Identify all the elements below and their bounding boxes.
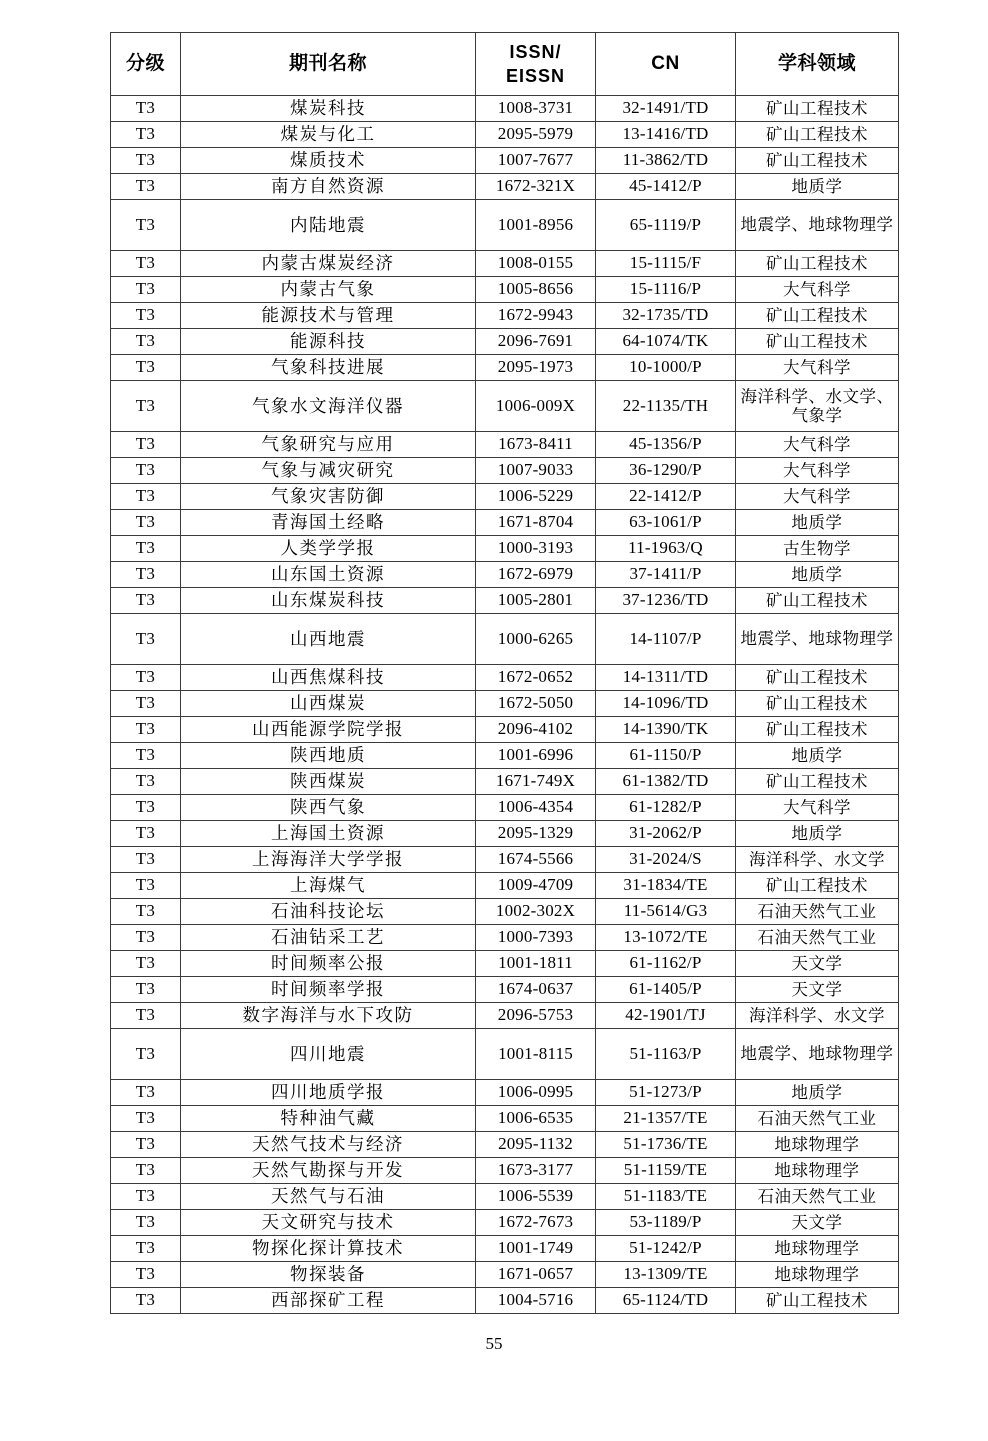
journal-table-container bbox=[110, 32, 898, 1314]
cell-field: 地质学 bbox=[736, 1080, 899, 1106]
column-header-issn-line2: EISSN bbox=[505, 66, 566, 86]
cell-cn: 11-1963/Q bbox=[596, 536, 736, 562]
cell-journal-name: 四川地质学报 bbox=[181, 1080, 476, 1106]
cell-issn: 2095-1973 bbox=[476, 355, 596, 381]
table-row bbox=[111, 977, 899, 1003]
table-row bbox=[111, 925, 899, 951]
cell-issn: 2096-5753 bbox=[476, 1003, 596, 1029]
cell-field: 古生物学 bbox=[736, 536, 899, 562]
cell-issn: 1004-5716 bbox=[476, 1288, 596, 1314]
cell-cn: 61-1382/TD bbox=[596, 769, 736, 795]
table-row bbox=[111, 821, 899, 847]
table-row bbox=[111, 1080, 899, 1106]
cell-cn: 53-1189/P bbox=[596, 1210, 736, 1236]
cell-cn: 32-1735/TD bbox=[596, 303, 736, 329]
cell-field: 地质学 bbox=[736, 562, 899, 588]
cell-cn: 61-1282/P bbox=[596, 795, 736, 821]
cell-issn: 1674-5566 bbox=[476, 847, 596, 873]
cell-cn: 45-1412/P bbox=[596, 174, 736, 200]
cell-grade: T3 bbox=[111, 1210, 181, 1236]
cell-grade: T3 bbox=[111, 588, 181, 614]
cell-journal-name: 陕西地质 bbox=[181, 743, 476, 769]
table-row bbox=[111, 717, 899, 743]
cell-grade: T3 bbox=[111, 873, 181, 899]
table-body bbox=[111, 96, 899, 1314]
cell-grade: T3 bbox=[111, 536, 181, 562]
cell-cn: 31-2024/S bbox=[596, 847, 736, 873]
table-row bbox=[111, 1003, 899, 1029]
table-row bbox=[111, 277, 899, 303]
cell-journal-name: 石油科技论坛 bbox=[181, 899, 476, 925]
cell-journal-name: 四川地震 bbox=[181, 1029, 476, 1080]
cell-journal-name: 能源技术与管理 bbox=[181, 303, 476, 329]
cell-grade: T3 bbox=[111, 925, 181, 951]
cell-cn: 37-1411/P bbox=[596, 562, 736, 588]
table-row bbox=[111, 122, 899, 148]
cell-issn: 1001-8956 bbox=[476, 200, 596, 251]
cell-field: 天文学 bbox=[736, 951, 899, 977]
column-header-journal-name: 期刊名称 bbox=[181, 33, 476, 96]
cell-journal-name: 陕西煤炭 bbox=[181, 769, 476, 795]
cell-grade: T3 bbox=[111, 821, 181, 847]
cell-field: 地球物理学 bbox=[736, 1262, 899, 1288]
cell-cn: 11-5614/G3 bbox=[596, 899, 736, 925]
cell-grade: T3 bbox=[111, 1262, 181, 1288]
cell-grade: T3 bbox=[111, 899, 181, 925]
cell-journal-name: 西部探矿工程 bbox=[181, 1288, 476, 1314]
cell-journal-name: 天然气勘探与开发 bbox=[181, 1158, 476, 1184]
cell-grade: T3 bbox=[111, 665, 181, 691]
cell-grade: T3 bbox=[111, 1132, 181, 1158]
cell-field: 海洋科学、水文学 bbox=[736, 1003, 899, 1029]
cell-issn: 1006-4354 bbox=[476, 795, 596, 821]
cell-journal-name: 山西地震 bbox=[181, 614, 476, 665]
cell-field: 海洋科学、水文学、气象学 bbox=[736, 381, 899, 432]
cell-issn: 2095-1132 bbox=[476, 1132, 596, 1158]
cell-cn: 22-1412/P bbox=[596, 484, 736, 510]
table-row bbox=[111, 873, 899, 899]
table-row bbox=[111, 174, 899, 200]
table-row bbox=[111, 484, 899, 510]
table-row bbox=[111, 1184, 899, 1210]
table-row bbox=[111, 691, 899, 717]
cell-grade: T3 bbox=[111, 277, 181, 303]
cell-grade: T3 bbox=[111, 432, 181, 458]
cell-cn: 21-1357/TE bbox=[596, 1106, 736, 1132]
table-row bbox=[111, 458, 899, 484]
cell-journal-name: 青海国土经略 bbox=[181, 510, 476, 536]
cell-cn: 36-1290/P bbox=[596, 458, 736, 484]
cell-journal-name: 南方自然资源 bbox=[181, 174, 476, 200]
cell-cn: 11-3862/TD bbox=[596, 148, 736, 174]
cell-cn: 42-1901/TJ bbox=[596, 1003, 736, 1029]
cell-grade: T3 bbox=[111, 355, 181, 381]
cell-journal-name: 人类学学报 bbox=[181, 536, 476, 562]
cell-cn: 61-1405/P bbox=[596, 977, 736, 1003]
table-row bbox=[111, 1236, 899, 1262]
cell-cn: 22-1135/TH bbox=[596, 381, 736, 432]
cell-field: 矿山工程技术 bbox=[736, 691, 899, 717]
cell-issn: 1672-321X bbox=[476, 174, 596, 200]
table-row bbox=[111, 847, 899, 873]
cell-journal-name: 山西煤炭 bbox=[181, 691, 476, 717]
cell-issn: 1006-5229 bbox=[476, 484, 596, 510]
cell-cn: 13-1072/TE bbox=[596, 925, 736, 951]
cell-issn: 1002-302X bbox=[476, 899, 596, 925]
cell-cn: 51-1183/TE bbox=[596, 1184, 736, 1210]
journal-table bbox=[110, 32, 899, 1314]
cell-issn: 1005-2801 bbox=[476, 588, 596, 614]
cell-issn: 1008-3731 bbox=[476, 96, 596, 122]
table-header bbox=[111, 33, 899, 96]
cell-issn: 1005-8656 bbox=[476, 277, 596, 303]
cell-cn: 51-1736/TE bbox=[596, 1132, 736, 1158]
cell-journal-name: 物探装备 bbox=[181, 1262, 476, 1288]
cell-cn: 64-1074/TK bbox=[596, 329, 736, 355]
table-row bbox=[111, 251, 899, 277]
cell-issn: 1007-7677 bbox=[476, 148, 596, 174]
cell-journal-name: 气象与减灾研究 bbox=[181, 458, 476, 484]
cell-journal-name: 天然气与石油 bbox=[181, 1184, 476, 1210]
cell-journal-name: 物探化探计算技术 bbox=[181, 1236, 476, 1262]
cell-issn: 2096-7691 bbox=[476, 329, 596, 355]
cell-field: 地球物理学 bbox=[736, 1158, 899, 1184]
cell-cn: 14-1096/TD bbox=[596, 691, 736, 717]
cell-grade: T3 bbox=[111, 458, 181, 484]
cell-journal-name: 山东煤炭科技 bbox=[181, 588, 476, 614]
cell-field: 石油天然气工业 bbox=[736, 1184, 899, 1210]
cell-journal-name: 石油钻采工艺 bbox=[181, 925, 476, 951]
cell-grade: T3 bbox=[111, 795, 181, 821]
cell-cn: 63-1061/P bbox=[596, 510, 736, 536]
table-row bbox=[111, 303, 899, 329]
cell-cn: 14-1107/P bbox=[596, 614, 736, 665]
table-row bbox=[111, 1106, 899, 1132]
cell-cn: 37-1236/TD bbox=[596, 588, 736, 614]
table-row bbox=[111, 665, 899, 691]
cell-issn: 1673-8411 bbox=[476, 432, 596, 458]
cell-field: 矿山工程技术 bbox=[736, 873, 899, 899]
cell-field: 地球物理学 bbox=[736, 1132, 899, 1158]
cell-cn: 15-1115/F bbox=[596, 251, 736, 277]
cell-cn: 61-1162/P bbox=[596, 951, 736, 977]
cell-cn: 45-1356/P bbox=[596, 432, 736, 458]
cell-field: 大气科学 bbox=[736, 355, 899, 381]
table-row bbox=[111, 743, 899, 769]
cell-cn: 13-1309/TE bbox=[596, 1262, 736, 1288]
table-row bbox=[111, 588, 899, 614]
cell-field: 海洋科学、水文学 bbox=[736, 847, 899, 873]
cell-journal-name: 内蒙古煤炭经济 bbox=[181, 251, 476, 277]
cell-issn: 1006-5539 bbox=[476, 1184, 596, 1210]
cell-issn: 1000-7393 bbox=[476, 925, 596, 951]
cell-grade: T3 bbox=[111, 769, 181, 795]
cell-field: 石油天然气工业 bbox=[736, 925, 899, 951]
cell-issn: 1672-6979 bbox=[476, 562, 596, 588]
cell-field: 矿山工程技术 bbox=[736, 588, 899, 614]
cell-grade: T3 bbox=[111, 562, 181, 588]
cell-field: 天文学 bbox=[736, 977, 899, 1003]
cell-issn: 2096-4102 bbox=[476, 717, 596, 743]
cell-cn: 14-1390/TK bbox=[596, 717, 736, 743]
cell-issn: 1006-009X bbox=[476, 381, 596, 432]
cell-issn: 1671-0657 bbox=[476, 1262, 596, 1288]
cell-journal-name: 煤炭科技 bbox=[181, 96, 476, 122]
cell-journal-name: 内蒙古气象 bbox=[181, 277, 476, 303]
table-row bbox=[111, 899, 899, 925]
cell-field: 大气科学 bbox=[736, 432, 899, 458]
cell-grade: T3 bbox=[111, 510, 181, 536]
cell-field: 矿山工程技术 bbox=[736, 303, 899, 329]
cell-grade: T3 bbox=[111, 381, 181, 432]
cell-journal-name: 上海煤气 bbox=[181, 873, 476, 899]
cell-cn: 65-1124/TD bbox=[596, 1288, 736, 1314]
cell-field: 矿山工程技术 bbox=[736, 769, 899, 795]
cell-journal-name: 时间频率学报 bbox=[181, 977, 476, 1003]
cell-issn: 1008-0155 bbox=[476, 251, 596, 277]
cell-journal-name: 特种油气藏 bbox=[181, 1106, 476, 1132]
cell-grade: T3 bbox=[111, 174, 181, 200]
cell-field: 地球物理学 bbox=[736, 1236, 899, 1262]
table-row bbox=[111, 381, 899, 432]
cell-field: 矿山工程技术 bbox=[736, 251, 899, 277]
cell-cn: 65-1119/P bbox=[596, 200, 736, 251]
table-row bbox=[111, 1262, 899, 1288]
table-row bbox=[111, 769, 899, 795]
cell-field: 矿山工程技术 bbox=[736, 122, 899, 148]
cell-grade: T3 bbox=[111, 951, 181, 977]
cell-issn: 1672-9943 bbox=[476, 303, 596, 329]
cell-grade: T3 bbox=[111, 251, 181, 277]
cell-field: 地质学 bbox=[736, 510, 899, 536]
cell-grade: T3 bbox=[111, 977, 181, 1003]
cell-issn: 2095-1329 bbox=[476, 821, 596, 847]
table-row bbox=[111, 1132, 899, 1158]
table-row bbox=[111, 148, 899, 174]
table-row bbox=[111, 562, 899, 588]
cell-grade: T3 bbox=[111, 1029, 181, 1080]
column-header-issn-line1: ISSN/ bbox=[509, 41, 562, 62]
cell-journal-name: 气象灾害防御 bbox=[181, 484, 476, 510]
table-row bbox=[111, 510, 899, 536]
cell-journal-name: 能源科技 bbox=[181, 329, 476, 355]
cell-cn: 14-1311/TD bbox=[596, 665, 736, 691]
cell-journal-name: 上海海洋大学学报 bbox=[181, 847, 476, 873]
cell-journal-name: 内陆地震 bbox=[181, 200, 476, 251]
table-row bbox=[111, 432, 899, 458]
column-header-issn bbox=[476, 33, 596, 96]
cell-issn: 1006-6535 bbox=[476, 1106, 596, 1132]
cell-issn: 1672-7673 bbox=[476, 1210, 596, 1236]
cell-grade: T3 bbox=[111, 1106, 181, 1132]
table-row bbox=[111, 1158, 899, 1184]
cell-grade: T3 bbox=[111, 1236, 181, 1262]
cell-issn: 2095-5979 bbox=[476, 122, 596, 148]
cell-cn: 32-1491/TD bbox=[596, 96, 736, 122]
cell-cn: 31-1834/TE bbox=[596, 873, 736, 899]
cell-field: 地质学 bbox=[736, 743, 899, 769]
table-row bbox=[111, 1210, 899, 1236]
cell-field: 矿山工程技术 bbox=[736, 1288, 899, 1314]
table-row bbox=[111, 1029, 899, 1080]
cell-journal-name: 数字海洋与水下攻防 bbox=[181, 1003, 476, 1029]
cell-grade: T3 bbox=[111, 1080, 181, 1106]
cell-issn: 1671-8704 bbox=[476, 510, 596, 536]
cell-grade: T3 bbox=[111, 1184, 181, 1210]
cell-issn: 1009-4709 bbox=[476, 873, 596, 899]
cell-issn: 1001-6996 bbox=[476, 743, 596, 769]
table-header-row bbox=[111, 33, 899, 96]
table-row bbox=[111, 795, 899, 821]
cell-grade: T3 bbox=[111, 303, 181, 329]
cell-grade: T3 bbox=[111, 329, 181, 355]
table-row bbox=[111, 355, 899, 381]
cell-journal-name: 气象科技进展 bbox=[181, 355, 476, 381]
cell-grade: T3 bbox=[111, 148, 181, 174]
table-row bbox=[111, 96, 899, 122]
cell-field: 地震学、地球物理学 bbox=[736, 614, 899, 665]
cell-grade: T3 bbox=[111, 717, 181, 743]
cell-journal-name: 气象研究与应用 bbox=[181, 432, 476, 458]
cell-grade: T3 bbox=[111, 484, 181, 510]
cell-grade: T3 bbox=[111, 691, 181, 717]
cell-issn: 1007-9033 bbox=[476, 458, 596, 484]
cell-field: 矿山工程技术 bbox=[736, 148, 899, 174]
cell-issn: 1001-8115 bbox=[476, 1029, 596, 1080]
cell-field: 矿山工程技术 bbox=[736, 329, 899, 355]
column-header-cn: CN bbox=[596, 33, 736, 96]
column-header-field: 学科领域 bbox=[736, 33, 899, 96]
cell-journal-name: 山西焦煤科技 bbox=[181, 665, 476, 691]
cell-grade: T3 bbox=[111, 743, 181, 769]
cell-journal-name: 山东国土资源 bbox=[181, 562, 476, 588]
cell-field: 石油天然气工业 bbox=[736, 899, 899, 925]
cell-field: 大气科学 bbox=[736, 458, 899, 484]
cell-grade: T3 bbox=[111, 847, 181, 873]
cell-journal-name: 天文研究与技术 bbox=[181, 1210, 476, 1236]
cell-issn: 1001-1811 bbox=[476, 951, 596, 977]
page-number: 55 bbox=[485, 1334, 503, 1353]
cell-grade: T3 bbox=[111, 1003, 181, 1029]
cell-issn: 1000-3193 bbox=[476, 536, 596, 562]
cell-issn: 1672-0652 bbox=[476, 665, 596, 691]
cell-field: 地震学、地球物理学 bbox=[736, 200, 899, 251]
cell-cn: 10-1000/P bbox=[596, 355, 736, 381]
cell-grade: T3 bbox=[111, 200, 181, 251]
table-row bbox=[111, 1288, 899, 1314]
cell-journal-name: 山西能源学院学报 bbox=[181, 717, 476, 743]
cell-field: 大气科学 bbox=[736, 484, 899, 510]
table-row bbox=[111, 200, 899, 251]
cell-journal-name: 煤炭与化工 bbox=[181, 122, 476, 148]
cell-journal-name: 气象水文海洋仪器 bbox=[181, 381, 476, 432]
cell-issn: 1672-5050 bbox=[476, 691, 596, 717]
cell-issn: 1671-749X bbox=[476, 769, 596, 795]
cell-grade: T3 bbox=[111, 614, 181, 665]
cell-field: 石油天然气工业 bbox=[736, 1106, 899, 1132]
table-row bbox=[111, 329, 899, 355]
table-row bbox=[111, 614, 899, 665]
cell-journal-name: 陕西气象 bbox=[181, 795, 476, 821]
cell-grade: T3 bbox=[111, 122, 181, 148]
cell-journal-name: 时间频率公报 bbox=[181, 951, 476, 977]
cell-field: 天文学 bbox=[736, 1210, 899, 1236]
cell-cn: 51-1242/P bbox=[596, 1236, 736, 1262]
column-header-grade: 分级 bbox=[111, 33, 181, 96]
cell-cn: 31-2062/P bbox=[596, 821, 736, 847]
cell-field: 矿山工程技术 bbox=[736, 717, 899, 743]
cell-cn: 15-1116/P bbox=[596, 277, 736, 303]
cell-field: 地震学、地球物理学 bbox=[736, 1029, 899, 1080]
cell-issn: 1674-0637 bbox=[476, 977, 596, 1003]
cell-journal-name: 煤质技术 bbox=[181, 148, 476, 174]
table-row bbox=[111, 951, 899, 977]
cell-cn: 51-1163/P bbox=[596, 1029, 736, 1080]
cell-cn: 51-1159/TE bbox=[596, 1158, 736, 1184]
cell-cn: 61-1150/P bbox=[596, 743, 736, 769]
cell-journal-name: 上海国土资源 bbox=[181, 821, 476, 847]
cell-issn: 1001-1749 bbox=[476, 1236, 596, 1262]
cell-cn: 51-1273/P bbox=[596, 1080, 736, 1106]
cell-field: 矿山工程技术 bbox=[736, 96, 899, 122]
cell-issn: 1006-0995 bbox=[476, 1080, 596, 1106]
cell-grade: T3 bbox=[111, 1288, 181, 1314]
cell-field: 大气科学 bbox=[736, 795, 899, 821]
table-row bbox=[111, 536, 899, 562]
cell-issn: 1673-3177 bbox=[476, 1158, 596, 1184]
cell-field: 地质学 bbox=[736, 821, 899, 847]
cell-grade: T3 bbox=[111, 96, 181, 122]
cell-field: 大气科学 bbox=[736, 277, 899, 303]
cell-issn: 1000-6265 bbox=[476, 614, 596, 665]
cell-grade: T3 bbox=[111, 1158, 181, 1184]
cell-field: 矿山工程技术 bbox=[736, 665, 899, 691]
cell-field: 地质学 bbox=[736, 174, 899, 200]
cell-journal-name: 天然气技术与经济 bbox=[181, 1132, 476, 1158]
cell-cn: 13-1416/TD bbox=[596, 122, 736, 148]
